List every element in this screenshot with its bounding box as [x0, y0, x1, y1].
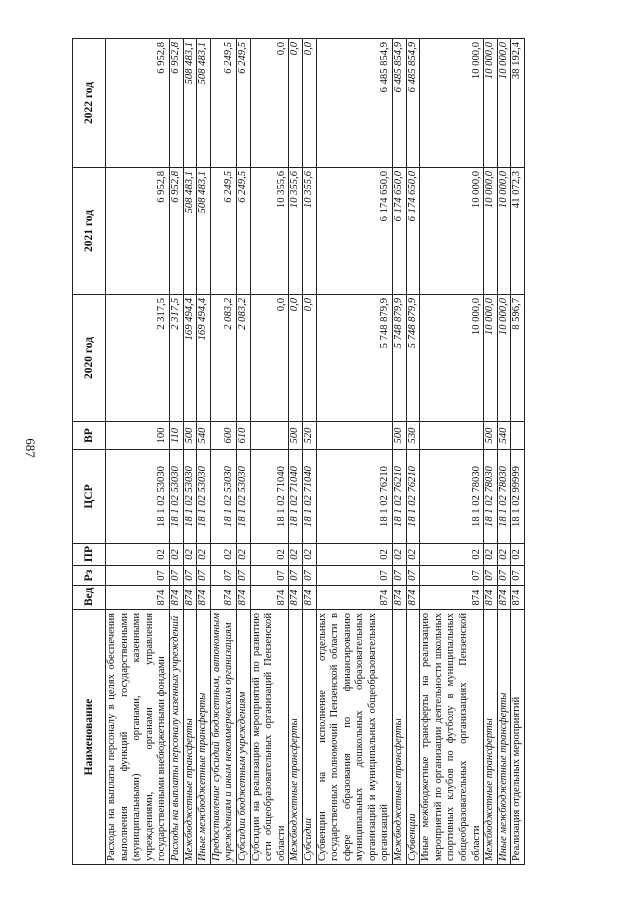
cell-name: Реализация отдельных мероприятий	[511, 610, 525, 865]
cell-rz: 07	[169, 566, 183, 586]
cell-2020: 2 083,2	[236, 295, 250, 422]
cell-2020: 10 000,0	[497, 295, 511, 422]
cell-2022: 6 485 854,9	[406, 39, 420, 168]
cell-ved: 874	[316, 586, 393, 610]
cell-2021: 10 355,6	[250, 168, 289, 295]
cell-2020: 2 317,5	[106, 295, 170, 422]
cell-vr	[420, 422, 484, 450]
cell-pr: 02	[169, 544, 183, 566]
cell-csr: 18 1 02 76210	[316, 450, 393, 544]
cell-ved: 874	[250, 586, 289, 610]
cell-2022: 6 952,8	[106, 39, 170, 168]
cell-2020: 2 317,5	[169, 295, 183, 422]
cell-2021: 508 483,1	[183, 168, 197, 295]
cell-rz: 07	[393, 566, 407, 586]
cell-pr: 02	[511, 544, 525, 566]
cell-rz: 07	[316, 566, 393, 586]
cell-2021: 10 000,0	[484, 168, 498, 295]
cell-name: Субвенции	[406, 610, 420, 865]
cell-pr: 02	[497, 544, 511, 566]
table-row	[497, 39, 511, 865]
table-row	[183, 39, 197, 865]
cell-pr: 02	[197, 544, 211, 566]
cell-rz: 07	[511, 566, 525, 586]
table-row	[236, 39, 250, 865]
cell-2021: 6 174 650,0	[406, 168, 420, 295]
cell-pr: 02	[302, 544, 316, 566]
cell-vr: 500	[484, 422, 498, 450]
cell-csr: 18 1 02 71040	[250, 450, 289, 544]
cell-2020: 8 596,7	[511, 295, 525, 422]
cell-ved: 874	[497, 586, 511, 610]
table-row	[197, 39, 211, 865]
cell-pr: 02	[393, 544, 407, 566]
table-row	[316, 39, 393, 865]
cell-ved: 874	[169, 586, 183, 610]
cell-name: Предоставление субсидий бюджетным, автономным учреждениям и иным некоммерческим организациям	[210, 610, 236, 865]
cell-name: Субвенции на исполнение отдельных государственных полномочий Пензенской области в сфере образования по финансированию муниципальных дошкольных образовательных организаций и муниципальных общеобразовательных организаций	[316, 610, 393, 865]
table-row	[169, 39, 183, 865]
cell-pr: 02	[210, 544, 236, 566]
cell-2020: 5 748 879,9	[393, 295, 407, 422]
cell-csr: 18 1 02 78030	[420, 450, 484, 544]
table-row	[106, 39, 170, 865]
cell-ved: 874	[302, 586, 316, 610]
col-header-2021: 2021 год	[73, 168, 106, 295]
col-header-vr: ВР	[73, 422, 106, 450]
cell-csr: 18 1 02 76210	[393, 450, 407, 544]
cell-name: Межбюджетные трансферты	[183, 610, 197, 865]
cell-vr: 600	[210, 422, 236, 450]
cell-csr: 18 1 02 53030	[106, 450, 170, 544]
cell-pr: 02	[420, 544, 484, 566]
cell-vr: 500	[183, 422, 197, 450]
cell-csr: 18 1 02 78030	[497, 450, 511, 544]
cell-pr: 02	[106, 544, 170, 566]
cell-name: Межбюджетные трансферты	[393, 610, 407, 865]
cell-rz: 07	[497, 566, 511, 586]
cell-2021: 6 249,5	[210, 168, 236, 295]
cell-2022: 0,0	[302, 39, 316, 168]
cell-2022: 6 249,5	[210, 39, 236, 168]
cell-ved: 874	[210, 586, 236, 610]
cell-rz: 07	[236, 566, 250, 586]
cell-name: Межбюджетные трансферты	[289, 610, 303, 865]
cell-vr: 520	[302, 422, 316, 450]
cell-ved: 874	[197, 586, 211, 610]
cell-2021: 10 000,0	[497, 168, 511, 295]
cell-csr: 18 1 02 53030	[183, 450, 197, 544]
cell-pr: 02	[316, 544, 393, 566]
col-header-csr: ЦСР	[73, 450, 106, 544]
cell-2020: 0,0	[302, 295, 316, 422]
cell-2022: 10 000,0	[497, 39, 511, 168]
cell-ved: 874	[393, 586, 407, 610]
cell-2021: 41 072,3	[511, 168, 525, 295]
cell-vr	[511, 422, 525, 450]
cell-ved: 874	[406, 586, 420, 610]
cell-csr: 18 1 02 99999	[511, 450, 525, 544]
cell-ved: 874	[236, 586, 250, 610]
cell-2022: 508 483,1	[183, 39, 197, 168]
table-row	[484, 39, 498, 865]
cell-2020: 169 494,4	[197, 295, 211, 422]
cell-2020: 2 083,2	[210, 295, 236, 422]
cell-vr	[250, 422, 289, 450]
cell-vr: 110	[169, 422, 183, 450]
cell-vr: 610	[236, 422, 250, 450]
table-row	[210, 39, 236, 865]
cell-rz: 07	[484, 566, 498, 586]
cell-name: Иные межбюджетные трансферты	[497, 610, 511, 865]
col-header-2022: 2022 год	[73, 39, 106, 168]
cell-csr: 18 1 02 78030	[484, 450, 498, 544]
table-row	[420, 39, 484, 865]
cell-name: Субсидии бюджетным учреждениям	[236, 610, 250, 865]
cell-name: Субсидии	[302, 610, 316, 865]
cell-2022: 6 249,5	[236, 39, 250, 168]
cell-name: Иные межбюджетные трансферты на реализацию мероприятий по организации деятельности школьных спортивных клубов по футболу в муниципальных общеобразовательных организациях Пензенской области	[420, 610, 484, 865]
cell-csr: 18 1 02 53030	[210, 450, 236, 544]
cell-2020: 10 000,0	[484, 295, 498, 422]
cell-ved: 874	[420, 586, 484, 610]
cell-vr: 500	[289, 422, 303, 450]
cell-rz: 07	[406, 566, 420, 586]
cell-rz: 07	[289, 566, 303, 586]
cell-2021: 6 174 650,0	[393, 168, 407, 295]
cell-2020: 169 494,4	[183, 295, 197, 422]
cell-pr: 02	[236, 544, 250, 566]
cell-ved: 874	[183, 586, 197, 610]
cell-vr: 540	[497, 422, 511, 450]
cell-2021: 6 249,5	[236, 168, 250, 295]
page-number: 687	[23, 438, 38, 458]
cell-name: Субсидии на реализацию мероприятий по развитию сети общеобразовательных организаций Пензенской области	[250, 610, 289, 865]
cell-2020: 5 748 879,9	[316, 295, 393, 422]
cell-2020: 5 748 879,9	[406, 295, 420, 422]
table-row	[393, 39, 407, 865]
cell-csr: 18 1 02 53030	[236, 450, 250, 544]
cell-vr: 100	[106, 422, 170, 450]
cell-rz: 07	[420, 566, 484, 586]
cell-2022: 6 485 854,9	[316, 39, 393, 168]
cell-csr: 18 1 02 76210	[406, 450, 420, 544]
cell-ved: 874	[289, 586, 303, 610]
rotated-table-container	[72, 39, 594, 865]
cell-2022: 10 000,0	[484, 39, 498, 168]
col-header-ved: Вед	[73, 586, 106, 610]
cell-2022: 0,0	[250, 39, 289, 168]
cell-csr: 18 1 02 53030	[169, 450, 183, 544]
cell-name: Иные межбюджетные трансферты	[197, 610, 211, 865]
col-header-pr: ПР	[73, 544, 106, 566]
cell-pr: 02	[250, 544, 289, 566]
cell-rz: 07	[302, 566, 316, 586]
cell-2022: 10 000,0	[420, 39, 484, 168]
cell-2022: 38 192,4	[511, 39, 525, 168]
col-header-2020: 2020 год	[73, 295, 106, 422]
table-row	[511, 39, 525, 865]
cell-vr: 530	[406, 422, 420, 450]
cell-2020: 10 000,0	[420, 295, 484, 422]
cell-vr: 500	[393, 422, 407, 450]
table-row	[250, 39, 289, 865]
cell-ved: 874	[106, 586, 170, 610]
budget-table	[72, 38, 525, 865]
cell-vr	[316, 422, 393, 450]
table-row	[406, 39, 420, 865]
cell-2022: 0,0	[289, 39, 303, 168]
cell-2021: 6 174 650,0	[316, 168, 393, 295]
cell-csr: 18 1 02 53030	[197, 450, 211, 544]
cell-pr: 02	[289, 544, 303, 566]
cell-rz: 07	[106, 566, 170, 586]
cell-rz: 07	[197, 566, 211, 586]
table-row	[289, 39, 303, 865]
cell-csr: 18 1 02 71040	[289, 450, 303, 544]
cell-csr: 18 1 02 71040	[302, 450, 316, 544]
cell-2021: 6 952,8	[106, 168, 170, 295]
table-row	[302, 39, 316, 865]
cell-pr: 02	[183, 544, 197, 566]
cell-2021: 10 355,6	[289, 168, 303, 295]
cell-2020: 0,0	[250, 295, 289, 422]
cell-vr: 540	[197, 422, 211, 450]
table-header-row	[73, 39, 106, 865]
cell-rz: 07	[210, 566, 236, 586]
cell-2021: 10 000,0	[420, 168, 484, 295]
cell-name: Расходы на выплаты персоналу казенных учреждений	[169, 610, 183, 865]
cell-name: Межбюджетные трансферты	[484, 610, 498, 865]
cell-pr: 02	[484, 544, 498, 566]
cell-2022: 508 483,1	[197, 39, 211, 168]
cell-2020: 0,0	[289, 295, 303, 422]
cell-2021: 508 483,1	[197, 168, 211, 295]
cell-pr: 02	[406, 544, 420, 566]
cell-rz: 07	[250, 566, 289, 586]
cell-2022: 6 485 854,9	[393, 39, 407, 168]
cell-2021: 10 355,6	[302, 168, 316, 295]
col-header-rz: Рз	[73, 566, 106, 586]
cell-2021: 6 952,8	[169, 168, 183, 295]
cell-rz: 07	[183, 566, 197, 586]
cell-ved: 874	[484, 586, 498, 610]
cell-name: Расходы на выплаты персоналу в целях обеспечения выполнения функций государственными (муниципальными) органами, казенными учреждениями, органами управления государственными внебюджетными фондами	[106, 610, 170, 865]
col-header-name: Наименование	[73, 610, 106, 865]
table-body	[106, 39, 525, 865]
cell-2022: 6 952,8	[169, 39, 183, 168]
cell-ved: 874	[511, 586, 525, 610]
